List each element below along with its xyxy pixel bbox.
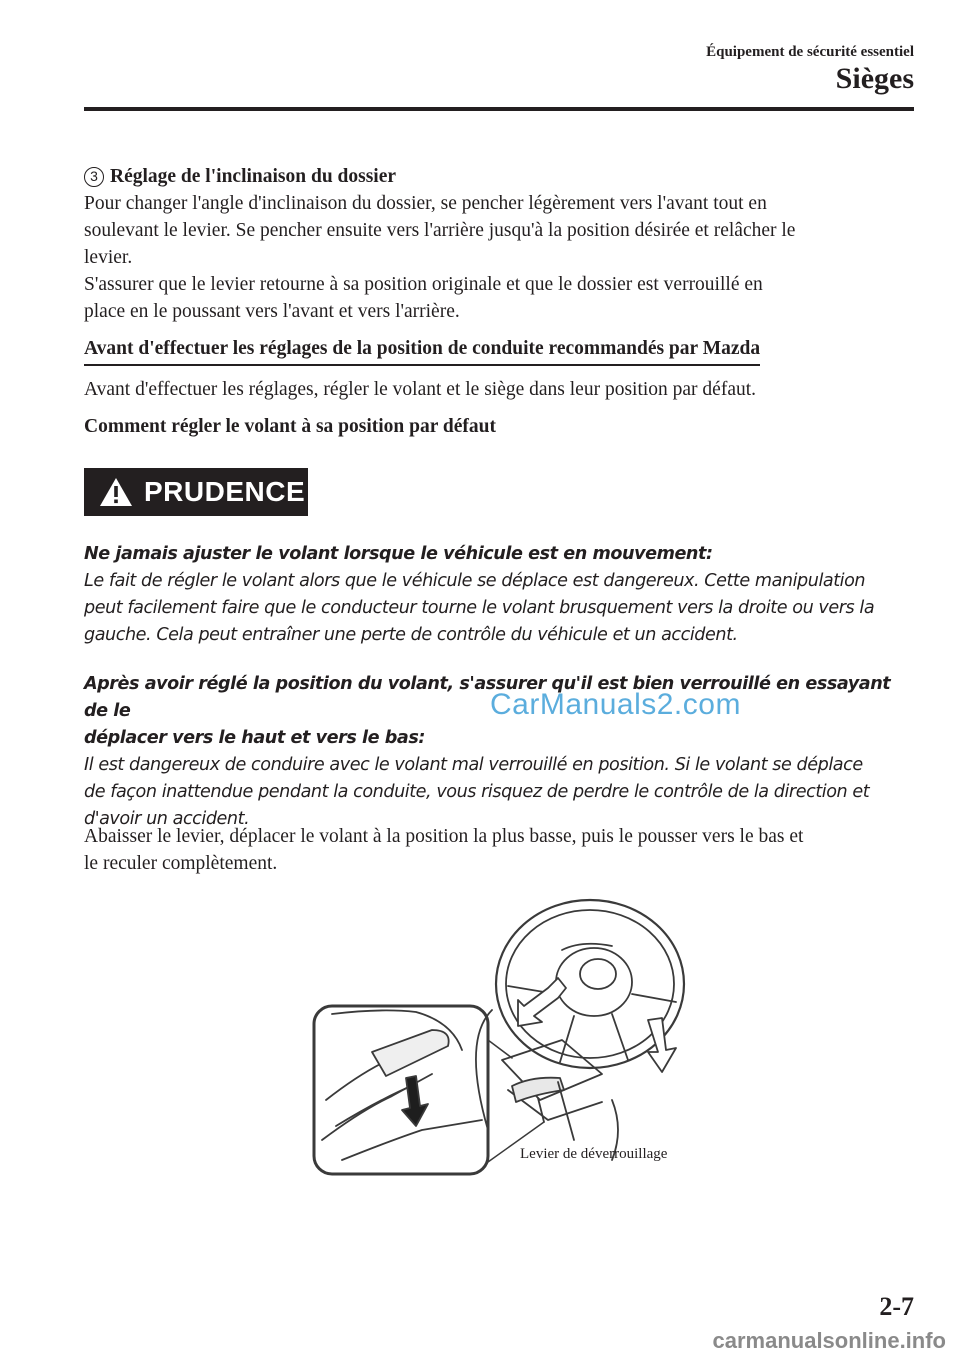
main-content — [84, 163, 914, 440]
header-section-title: Équipement de sécurité essentiel — [706, 44, 914, 60]
caution-badge — [84, 468, 308, 516]
backrest-heading — [84, 163, 914, 190]
backrest-para2-line: place en le poussant vers l'avant et vers l'arrière. — [84, 301, 460, 322]
header-rule — [84, 107, 914, 111]
lever-down-arrow — [402, 1076, 428, 1126]
caution-warning2-line: d'avoir un accident. — [84, 809, 250, 829]
backrest-para1-line: levier. — [84, 247, 133, 268]
site-watermark: carmanualsonline.info — [712, 1328, 946, 1353]
caution-spacer — [84, 649, 914, 671]
steering-wheel-hub — [556, 948, 632, 1016]
caution-warning1-line: Le fait de régler le volant alors que le véhicule se déplace est dangereux. Cette manipulation — [84, 571, 866, 591]
figure-caption: Levier de déverrouillage — [520, 1146, 668, 1162]
instruction-text — [84, 823, 914, 877]
caution-warning2-line: Il est dangereux de conduire avec le volant mal verrouillé en position. Si le volant se déplace — [84, 755, 863, 775]
caption-leader-line — [558, 1082, 574, 1140]
backrest-para2-line: S'assurer que le levier retourne à sa position originale et que le dossier est verrouillé en — [84, 274, 763, 295]
steering-lever-illustration — [312, 890, 708, 1180]
header-chapter-title: Sièges — [835, 62, 914, 95]
backrest-para1-line: soulevant le levier. Se pencher ensuite vers l'arrière jusqu'à la position désirée et relâcher le — [84, 220, 796, 241]
caution-warning1-line: gauche. Cela peut entraîner une perte de contrôle du véhicule et un accident. — [84, 625, 738, 645]
caution-body — [84, 541, 914, 833]
step-number-badge: 3 — [84, 167, 104, 187]
caution-warning2-title: Après avoir réglé la position du volant, s'assurer qu'il est bien verrouillé en essayant de le — [84, 674, 891, 721]
backrest-heading-text: Réglage de l'inclinaison du dossier — [110, 166, 397, 187]
caution-label: PRUDENCE — [144, 476, 306, 507]
backrest-para1-line: Pour changer l'angle d'inclinaison du dossier, se pencher légèrement vers l'avant tout en — [84, 193, 767, 214]
page-number: 2-7 — [879, 1292, 914, 1321]
caution-warning1-line: peut facilement faire que le conducteur tourne le volant brusquement vers la droite ou vers la — [84, 598, 875, 618]
watermark-text: CarManuals2.com — [490, 688, 741, 721]
steering-wheel-rim-inner — [506, 910, 674, 1058]
section-intro: Avant d'effectuer les réglages, régler le volant et le siège dans leur position par défaut. — [84, 379, 757, 400]
caution-warning2-line: de façon inattendue pendant la conduite, vous risquez de perdre le contrôle de la direction et — [84, 782, 870, 802]
instruction-line: le reculer complètement. — [84, 853, 278, 874]
caution-warning2-title: déplacer vers le haut et vers le bas: — [84, 728, 425, 748]
instruction-line: Abaisser le levier, déplacer le volant à la position la plus basse, puis le pousser vers le bas et — [84, 826, 804, 847]
warning-triangle-icon — [98, 476, 134, 508]
section-subheading: Comment régler le volant à sa position par défaut — [84, 416, 497, 437]
caution-warning1-title: Ne jamais ajuster le volant lorsque le véhicule est en mouvement: — [84, 544, 713, 564]
section-heading: Avant d'effectuer les réglages de la position de conduite recommandés par Mazda — [84, 335, 760, 366]
wheel-back-arrow — [518, 978, 566, 1026]
